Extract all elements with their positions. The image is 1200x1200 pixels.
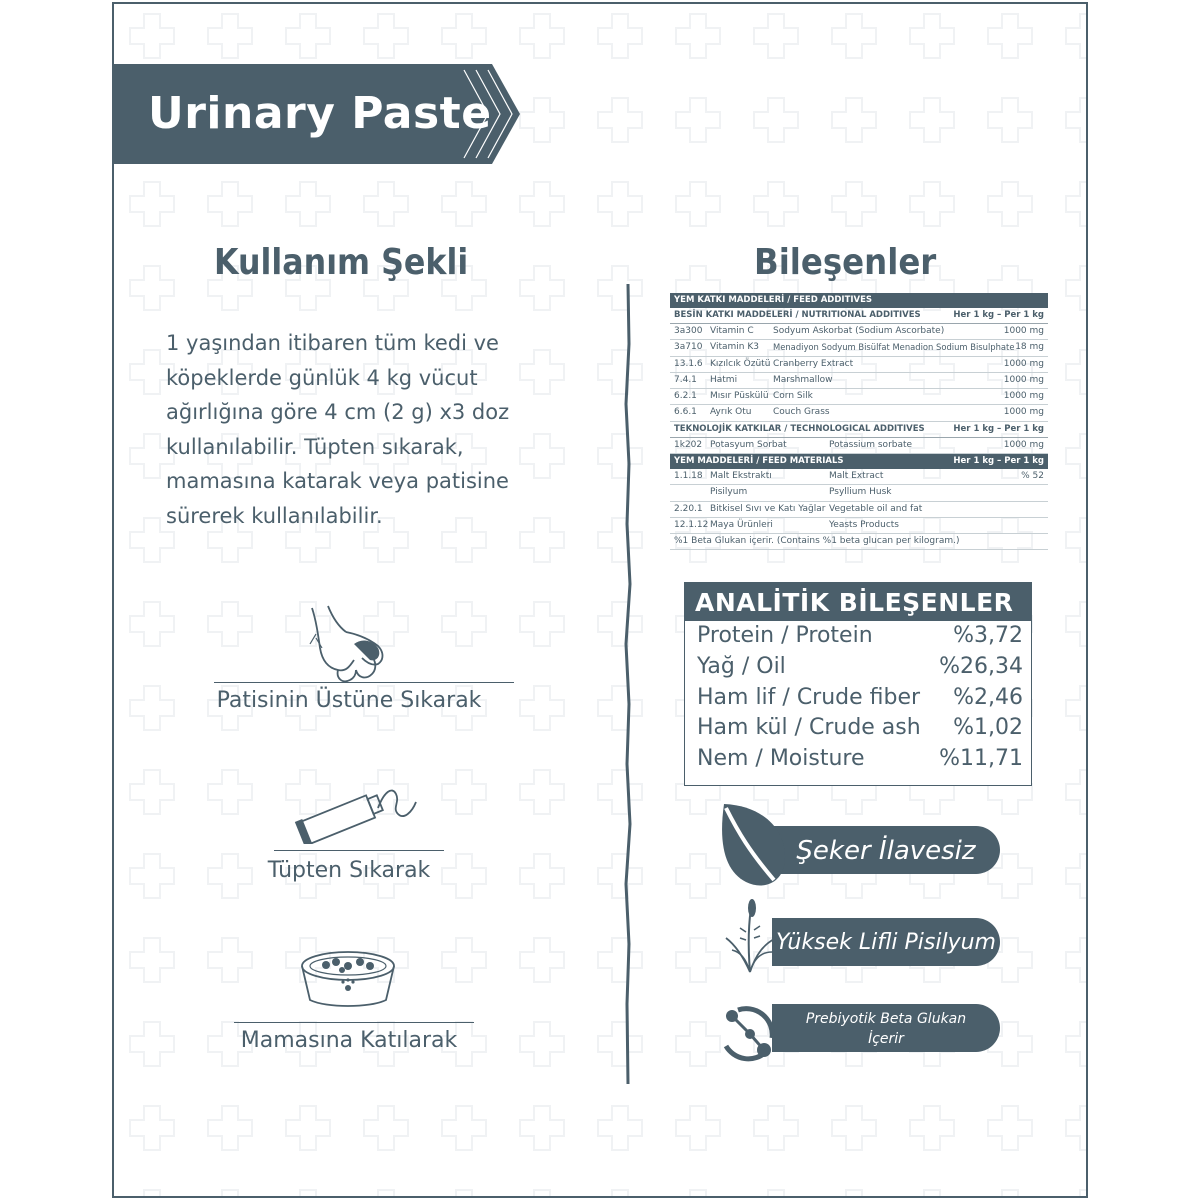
code-cell: 1.1.18: [674, 471, 703, 482]
unit-header: Her 1 kg – Per 1 kg: [953, 456, 1044, 467]
en-cell: Marshmallow: [773, 374, 833, 385]
analytic-row: [685, 744, 1031, 775]
tr-cell: Potasyum Sorbat: [710, 439, 787, 450]
analytic-value: %26,34: [939, 653, 1023, 679]
analytic-value: %11,71: [939, 746, 1023, 772]
analytic-row: [685, 652, 1031, 683]
analytic-label: Ham lif / Crude fiber: [697, 684, 921, 710]
ingredients-heading: Bileşenler: [754, 242, 937, 283]
table-row: [670, 389, 1048, 405]
table-row: [670, 485, 1048, 501]
en-cell: Psyllium Husk: [829, 487, 892, 498]
analytic-title: ANALİTİK BİLEŞENLER: [685, 583, 1031, 621]
en-cell: Potassium sorbate: [829, 439, 913, 450]
table-row: [670, 324, 1048, 340]
method-label: Patisinin Üstüne Sıkarak: [216, 688, 482, 713]
code-cell: 2.20.1: [674, 503, 703, 514]
usage-line: köpeklerde günlük 4 kg vücut: [166, 365, 478, 390]
feature-label-line: Prebiyotik Beta Glukan: [805, 1011, 967, 1027]
unit-header: Her 1 kg – Per 1 kg: [953, 310, 1044, 320]
code-cell: 1k202: [674, 439, 703, 450]
code-cell: 12.1.12: [674, 519, 709, 530]
en-cell: Menadiyon Sodyum Bisülfat Menadion Sodium Bisulphate: [773, 342, 1014, 353]
analytic-box: [684, 582, 1032, 786]
code-cell: 3a300: [674, 326, 703, 336]
code-cell: 6.2.1: [674, 391, 697, 402]
analytic-label: Ham kül / Crude ash: [697, 715, 921, 741]
usage-heading: Kullanım Şekli: [214, 242, 469, 283]
technological-header: [670, 422, 1048, 438]
nutritional-header: [670, 308, 1048, 324]
amount-cell: [988, 518, 1048, 533]
tr-cell: Malt Ekstraktı: [710, 471, 772, 482]
unit-header: Her 1 kg – Per 1 kg: [953, 423, 1044, 434]
plant-icon: [722, 898, 782, 974]
paw-icon: [292, 604, 402, 684]
en-cell: Cranberry Extract: [773, 358, 854, 369]
code-cell: 7.4.1: [674, 374, 697, 385]
amount-cell: % 52: [1021, 471, 1044, 482]
tr-cell: Pisilyum: [710, 487, 748, 498]
feature-label: Şeker İlavesiz: [772, 826, 1000, 874]
table-row: [670, 340, 1048, 356]
feed-additives-title: YEM KATKI MADDELERİ / FEED ADDITIVES: [670, 293, 1048, 308]
tr-cell: Vitamin K3: [710, 342, 759, 353]
ingredients-table: [670, 293, 1048, 550]
en-cell: Vegetable oil and fat: [829, 503, 923, 514]
analytic-label: Protein / Protein: [697, 623, 873, 648]
usage-line: mamasına katarak veya patisine: [166, 469, 509, 493]
amount-cell: 1000 mg: [1003, 439, 1044, 450]
en-cell: Sodyum Askorbat (Sodium Ascorbate): [773, 326, 945, 336]
analytic-label: Yağ / Oil: [697, 653, 786, 679]
feature-label: Yüksek Lifli Pisilyum: [772, 918, 1000, 966]
feature-label-line: İçerir: [868, 1031, 904, 1047]
usage-line: ağırlığına göre 4 cm (2 g) x3 doz: [166, 400, 510, 424]
divider-line: [214, 682, 514, 683]
usage-text: [166, 326, 566, 533]
feature-no-sugar: [714, 802, 1004, 892]
analytic-label: Nem / Moisture: [697, 746, 865, 772]
feature-psyllium: [714, 898, 1004, 976]
analytic-value: %1,02: [953, 715, 1023, 741]
feature-label: [772, 1004, 1000, 1052]
technological-title: TEKNOLOJİK KATKILAR / TECHNOLOGICAL ADDITIVES: [674, 423, 925, 434]
method-label: Mamasına Katılarak: [240, 1028, 458, 1053]
usage-method-paw: [174, 604, 524, 724]
materials-header: [670, 454, 1048, 469]
table-row: [670, 469, 1048, 485]
amount-cell: 18 mg: [1015, 342, 1044, 353]
usage-method-bowl: [174, 948, 524, 1068]
en-cell: Malt Extract: [829, 471, 884, 482]
usage-line: 1 yaşından itibaren tüm kedi ve: [166, 331, 499, 355]
tube-icon: [292, 774, 422, 844]
amount-cell: 1000 mg: [1003, 391, 1044, 402]
analytic-row: [685, 713, 1031, 744]
tr-cell: Hatmi: [710, 374, 738, 385]
amount-cell: [988, 485, 1048, 500]
leaf-icon: [714, 802, 794, 892]
usage-line: kullanılabilir. Tüpten sıkarak,: [166, 434, 464, 459]
amount-cell: 1000 mg: [1003, 374, 1044, 385]
nutritional-title: BESİN KATKI MADDELERİ / NUTRITIONAL ADDITIVES: [674, 310, 921, 320]
tr-cell: Vitamin C: [710, 326, 754, 336]
table-row: [670, 373, 1048, 389]
food-bowl-icon: [298, 948, 408, 1010]
code-cell: [670, 485, 710, 500]
tr-cell: Mısır Püskülü: [710, 391, 769, 402]
usage-method-tube: [174, 774, 524, 894]
table-row: [670, 357, 1048, 373]
amount-cell: 1000 mg: [1003, 326, 1044, 336]
tr-cell: Bitkisel Sıvı ve Katı Yağlar: [710, 503, 826, 514]
usage-line: sürerek kullanılabilir.: [166, 503, 383, 528]
amount-cell: [988, 502, 1048, 517]
table-row: [670, 405, 1048, 421]
divider-line: [234, 1022, 474, 1023]
product-card: [112, 2, 1088, 1198]
table-row: [670, 438, 1048, 454]
analytic-row: [685, 621, 1031, 652]
en-cell: Corn Silk: [773, 391, 813, 402]
amount-cell: 1000 mg: [1003, 407, 1044, 418]
code-cell: 6.6.1: [674, 407, 697, 418]
feature-beta-glucan: [714, 1000, 1004, 1070]
product-title: Urinary Paste: [148, 88, 492, 139]
tr-cell: Kızılcık Özütü: [710, 358, 771, 369]
column-divider: [622, 284, 634, 1084]
materials-title: YEM MADDELERİ / FEED MATERIALS: [674, 456, 844, 467]
beta-glucan-note: %1 Beta Glukan içerir. (Contains %1 beta glucan per kilogram.): [670, 534, 1048, 550]
analytic-value: %2,46: [953, 684, 1023, 710]
amount-cell: 1000 mg: [1003, 358, 1044, 369]
table-row: [670, 518, 1048, 534]
en-cell: Yeasts Products: [829, 519, 899, 530]
en-cell: Couch Grass: [773, 407, 830, 418]
analytic-value: %3,72: [953, 623, 1023, 648]
molecule-icon: [716, 1002, 780, 1066]
code-cell: 3a710: [674, 342, 703, 353]
code-cell: 13.1.6: [674, 358, 703, 369]
tr-cell: Ayrık Otu: [710, 407, 752, 418]
divider-line: [274, 850, 444, 851]
tr-cell: Maya Ürünleri: [710, 519, 773, 530]
table-row: [670, 502, 1048, 518]
analytic-row: [685, 683, 1031, 714]
method-label: Tüpten Sıkarak: [267, 858, 431, 883]
